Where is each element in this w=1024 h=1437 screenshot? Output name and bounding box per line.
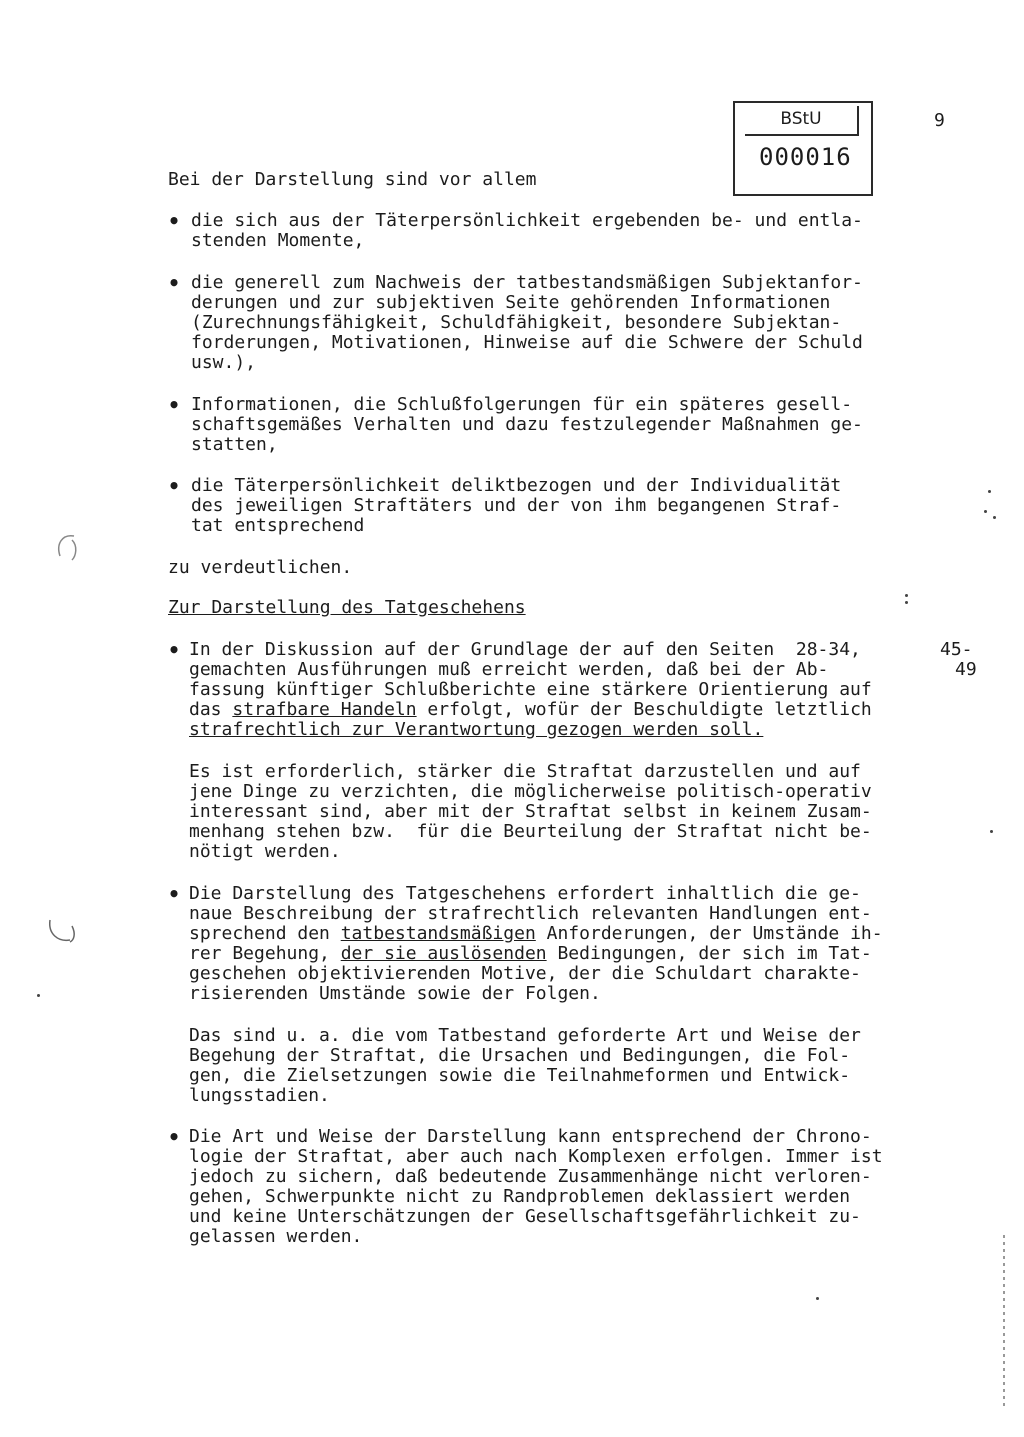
bullet-b2-line4: rer Begehung, der sie auslösenden Bedingungen, der sich im Tat- [189,943,872,964]
bullet-b1-line5: strafrechtlich zur Verantwortung gezogen werden soll. [189,719,764,740]
bullet-b2-line1: Die Darstellung des Tatgeschehens erfordert inhaltlich die ge- [189,883,861,904]
bullet-b3-line1: Die Art und Weise der Darstellung kann entsprechend der Chrono- [189,1126,872,1147]
margin-page-ref-1: 45- [940,639,973,660]
para-b1-line2: jene Dinge zu verzichten, die möglicherweise politisch-operativ [189,781,872,802]
bullet-marker: • [168,209,181,233]
bullet-a3-line2: schaftsgemäßes Verhalten und dazu festzulegender Maßnahmen ge- [191,414,863,435]
para-b2-line3: gen, die Zielsetzungen sowie die Teilnahmeformen und Entwick- [189,1065,851,1086]
scan-speck [984,510,987,513]
punch-hole-mark [44,912,84,946]
stamp-label: BStU [745,106,859,136]
intro-text: Bei der Darstellung sind vor allem [168,169,537,190]
para-b2-line4: lungsstadien. [189,1085,330,1106]
bullet-b3-line3: jedoch zu sichern, daß bedeutende Zusammenhänge nicht verloren- [189,1166,872,1187]
para-b1-line3: interessant sind, aber mit der Straftat selbst in keinem Zusam- [189,801,872,822]
para-b1-line1: Es ist erforderlich, stärker die Straftat darzustellen und auf [189,761,861,782]
bullet-a2-line3: (Zurechnungsfähigkeit, Schuldfähigkeit, besondere Subjektan- [191,312,842,333]
scan-speck [993,516,996,519]
archive-stamp [733,101,873,196]
bullet-b3-line5: und keine Unterschätzungen der Gesellschaftsgefährlichkeit zu- [189,1206,861,1227]
bullet-b2-line2: naue Beschreibung der strafrechtlich relevanten Handlungen ent- [189,903,872,924]
page-number: 9 [934,110,945,131]
bullet-a2-line1: die generell zum Nachweis der tatbestandsmäßigen Subjektanfor- [191,272,863,293]
bullet-a2-line5: usw.), [191,352,257,373]
bullet-a4-line2: des jeweiligen Straftäters und der von ihm begangenen Straf- [191,495,842,516]
scan-speck [37,994,40,997]
closing-text: zu verdeutlichen. [168,557,353,578]
bullet-marker: • [168,638,181,662]
para-b1-line4: menhang stehen bzw. für die Beurteilung der Straftat nicht be- [189,821,872,842]
scan-speck [990,830,993,833]
bullet-a2-line4: forderungen, Motivationen, Hinweise auf die Schwere der Schuld [191,332,863,353]
scan-speck [816,1297,819,1300]
scan-speck [905,594,908,597]
bullet-a3-line1: Informationen, die Schlußfolgerungen für ein späteres gesell- [191,394,853,415]
bullet-b2-line5: geschehen objektivierenden Motive, der die Schuldart charakte- [189,963,861,984]
bullet-marker: • [168,271,181,295]
para-b1-line5: nötigt werden. [189,841,341,862]
bullet-b2-line3: sprechend den tatbestandsmäßigen Anforderungen, der Umstände ih- [189,923,883,944]
section-heading: Zur Darstellung des Tatgeschehens [168,597,526,618]
punch-hole-mark [44,530,84,564]
para-b2-line1: Das sind u. a. die vom Tatbestand geforderte Art und Weise der [189,1025,861,1046]
bullet-a2-line2: derungen und zur subjektiven Seite gehörenden Informationen [191,292,831,313]
bullet-a4-line1: die Täterpersönlichkeit deliktbezogen und der Individualität [191,475,842,496]
bullet-marker: • [168,882,181,906]
para-b2-line2: Begehung der Straftat, die Ursachen und Bedingungen, die Fol- [189,1045,851,1066]
margin-page-ref-2: 49 [955,659,977,680]
underlined-phrase: strafbare Handeln [232,699,417,720]
bullet-marker: • [168,474,181,498]
scan-speck [988,490,991,493]
bullet-b1-line2: gemachten Ausführungen muß erreicht werden, daß bei der Ab- [189,659,829,680]
scan-speck [905,601,908,604]
underlined-phrase: tatbestandsmäßigen [340,923,536,944]
bullet-a1-line2: stenden Momente, [191,230,365,251]
bullet-b3-line2: logie der Straftat, aber auch nach Komplexen erfolgen. Immer ist [189,1146,883,1167]
bullet-a1-line1: die sich aus der Täterpersönlichkeit ergebenden be- und entla- [191,210,863,231]
bullet-marker: • [168,1125,181,1149]
bullet-b3-line6: gelassen werden. [189,1226,363,1247]
underlined-phrase: der sie auslösenden [340,943,547,964]
bullet-b3-line4: gehen, Schwerpunkte nicht zu Randproblemen deklassiert werden [189,1186,851,1207]
scan-edge-artifact [1003,1235,1005,1410]
bullet-marker: • [168,393,181,417]
bullet-b2-line6: risierenden Umstände sowie der Folgen. [189,983,601,1004]
stamp-number: 000016 [759,143,852,171]
bullet-b1-line4: das strafbare Handeln erfolgt, wofür der Beschuldigte letztlich [189,699,872,720]
bullet-b1-line1: In der Diskussion auf der Grundlage der auf den Seiten 28-34, [189,639,861,660]
bullet-a4-line3: tat entsprechend [191,515,365,536]
bullet-b1-line3: fassung künftiger Schlußberichte eine stärkere Orientierung auf [189,679,872,700]
bullet-a3-line3: statten, [191,434,278,455]
